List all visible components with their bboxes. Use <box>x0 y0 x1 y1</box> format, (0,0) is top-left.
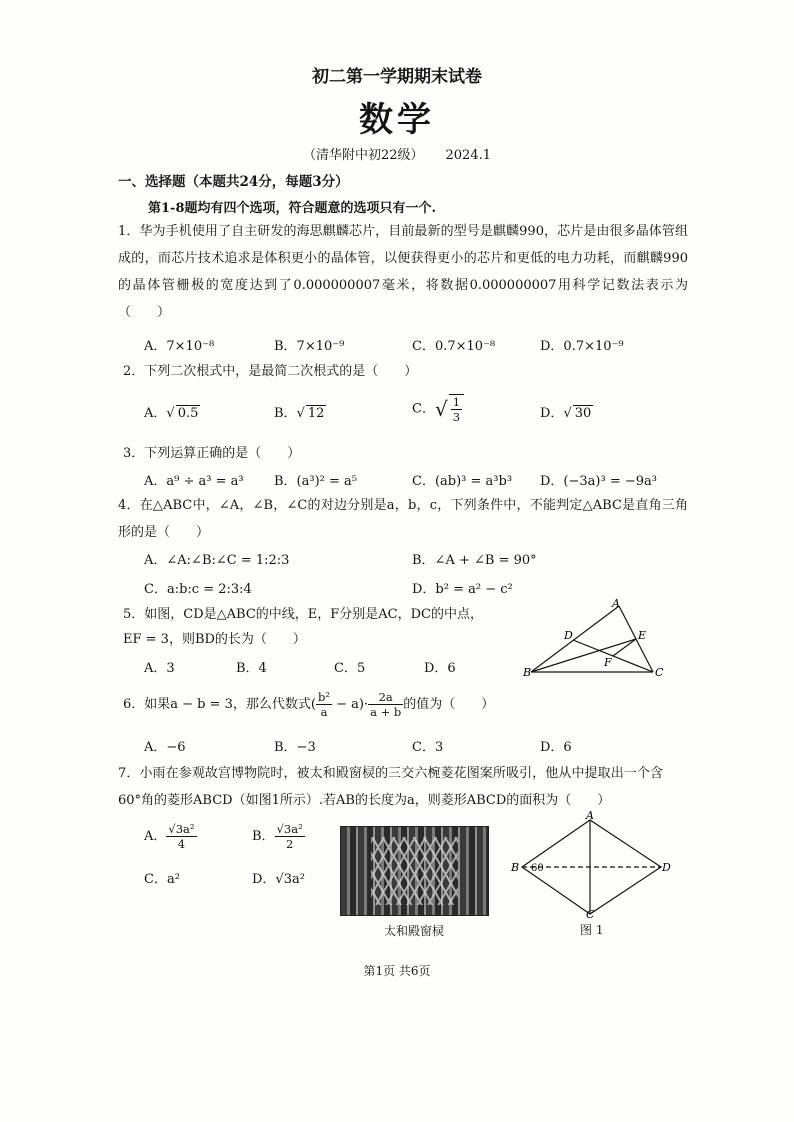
q2-option-c-label: C． <box>412 401 435 417</box>
question-3-text: 3．下列运算正确的是（ ） <box>123 446 301 461</box>
q4-option-a: A．∠A:∠B:∠C = 1:2:3 <box>144 553 290 568</box>
q7-option-b-label: B． <box>252 829 275 844</box>
question-4-text: 4．在△ABC中，∠A，∠B，∠C的对边分别是a，b，c，下列条件中，不能判定△ABC是直角三角形的是（ ） <box>118 498 688 540</box>
q1-option-c: C．0.7×10⁻⁸ <box>412 339 496 354</box>
window-lattice-photo <box>340 826 489 916</box>
figure-1-caption: 图 1 <box>580 923 604 937</box>
rhombus-figure <box>505 810 675 920</box>
q5-label-b: B <box>523 666 532 679</box>
q1-option-b: B．7×10⁻⁹ <box>274 339 345 354</box>
q6-prefix: 6．如果a − b = 3，那么代数式( <box>123 697 317 712</box>
q3-option-d: D．(−3a)³ = −9a³ <box>540 474 657 489</box>
q2-option-b-radicand: 12 <box>307 406 325 421</box>
photo-caption: 太和殿窗棂 <box>383 924 444 938</box>
q7-option-a-num: √3a² <box>168 822 195 836</box>
q7-option-b-num: √3a² <box>276 822 303 836</box>
q7-option-c-value: a² <box>166 872 180 887</box>
q1-option-d: D．0.7×10⁻⁹ <box>540 339 624 354</box>
exam-date: 2024.1 <box>445 148 492 163</box>
q2-option-a-radicand: 0.5 <box>177 406 199 421</box>
q6-option-d: D．6 <box>540 740 572 755</box>
q5-option-d: D．6 <box>424 661 456 676</box>
q4-option-d: D．b² = a² − c² <box>412 582 513 597</box>
q7-option-c <box>144 868 180 887</box>
q6-option-c: C．3 <box>412 740 444 755</box>
q2-option-c-denominator: 3 <box>452 410 461 424</box>
q7-option-c-label: C． <box>144 872 167 887</box>
question-7-text: 7．小雨在参观故宫博物院时，被太和殿窗棂的三交六椀菱花图案所吸引，他从中提取出一个含60°角的菱形ABCD（如图1所示）.若AB的长度为a，则菱形ABCD的面积为（ ） <box>118 766 663 808</box>
q2-option-d-radicand: 30 <box>574 406 592 421</box>
q2-option-a <box>144 402 200 421</box>
rhombus-label-b: B <box>511 861 520 874</box>
rhombus-angle-label: 60 <box>531 863 544 874</box>
exam-meta <box>0 144 794 163</box>
q6-suffix: 的值为（ ） <box>403 697 495 712</box>
q2-option-d-label: D． <box>540 406 564 421</box>
school-label: （清华附中初22级） <box>302 148 424 163</box>
q4-option-b: B．∠A + ∠B = 90° <box>412 553 537 568</box>
q7-option-a <box>144 822 197 851</box>
q3-option-a: A．a⁹ ÷ a³ = a³ <box>144 474 244 489</box>
rhombus-label-a: A <box>586 810 594 822</box>
q7-option-b-den: 2 <box>285 837 294 851</box>
q6-option-b: B．−3 <box>274 740 316 755</box>
q7-option-a-label: A． <box>144 829 167 844</box>
question-1-text: 1．华为手机使用了自主研发的海思麒麟芯片，目前最新的型号是麒麟990，芯片是由很多晶体管组成的，而芯片技术追求是体积更小的晶体管，以便获得更小的芯片和更低的电力功耗，而麒麟990的晶体管栅极的宽度达到了0.000000007毫米，将数据0.000000007用科学记数法表示为（ ） <box>118 224 688 320</box>
q2-option-c <box>412 394 464 424</box>
q5-label-d: D <box>564 629 573 642</box>
q7-option-d-value: √3a² <box>275 872 305 887</box>
q5-label-f: F <box>604 656 612 669</box>
q6-frac1-den: a <box>320 705 328 719</box>
q2-option-c-numerator: 1 <box>452 395 461 409</box>
q2-option-a-label: A． <box>144 406 167 421</box>
q6-frac2-den: a + b <box>370 705 402 719</box>
exam-title: 初二第一学期期末试卷 <box>312 67 482 87</box>
q5-triangle-figure <box>520 596 670 682</box>
q3-option-b: B．(a³)² = a⁵ <box>274 474 357 489</box>
question-2-text: 2．下列二次根式中，是最简二次根式的是（ ） <box>123 364 418 379</box>
q7-option-d-label: D． <box>252 872 276 887</box>
q5-option-a: A．3 <box>144 661 175 676</box>
q5-label-c: C <box>655 666 664 679</box>
q3-option-c: C．(ab)³ = a³b³ <box>412 474 513 489</box>
section-instruction: 第1-8题均有四个选项，符合题意的选项只有一个. <box>148 201 437 216</box>
subject-title: 数学 <box>359 100 435 140</box>
section-heading: 一、选择题（本题共24分，每题3分） <box>118 174 349 190</box>
page-footer: 第1页 共6页 <box>363 964 431 978</box>
q4-option-c: C．a:b:c = 2:3:4 <box>144 582 252 597</box>
rhombus-label-d: D <box>662 861 671 874</box>
q7-option-b <box>252 822 305 851</box>
q5-option-b: B．4 <box>236 661 267 676</box>
question-5-line1: 5．如图，CD是△ABC的中线，E，F分别是AC，DC的中点， <box>123 607 483 622</box>
question-6-text <box>123 690 494 720</box>
q5-label-e: E <box>638 629 647 642</box>
q5-option-c: C．5 <box>334 661 366 676</box>
q2-option-d <box>540 402 593 421</box>
q2-option-b-label: B． <box>274 406 297 421</box>
q6-mid: − a)· <box>332 697 369 712</box>
rhombus-label-c: C <box>586 908 595 920</box>
q1-option-a: A．7×10⁻⁸ <box>144 339 215 354</box>
q7-option-a-den: 4 <box>177 837 186 851</box>
q6-frac2-num: 2a <box>368 690 403 705</box>
q5-label-a: A <box>612 597 620 610</box>
q2-option-b <box>274 402 326 421</box>
q6-frac1-num: b² <box>318 690 330 704</box>
q6-option-a: A．−6 <box>144 740 186 755</box>
q7-option-d <box>252 868 305 887</box>
question-5-line2: EF = 3，则BD的长为（ ） <box>123 632 306 647</box>
